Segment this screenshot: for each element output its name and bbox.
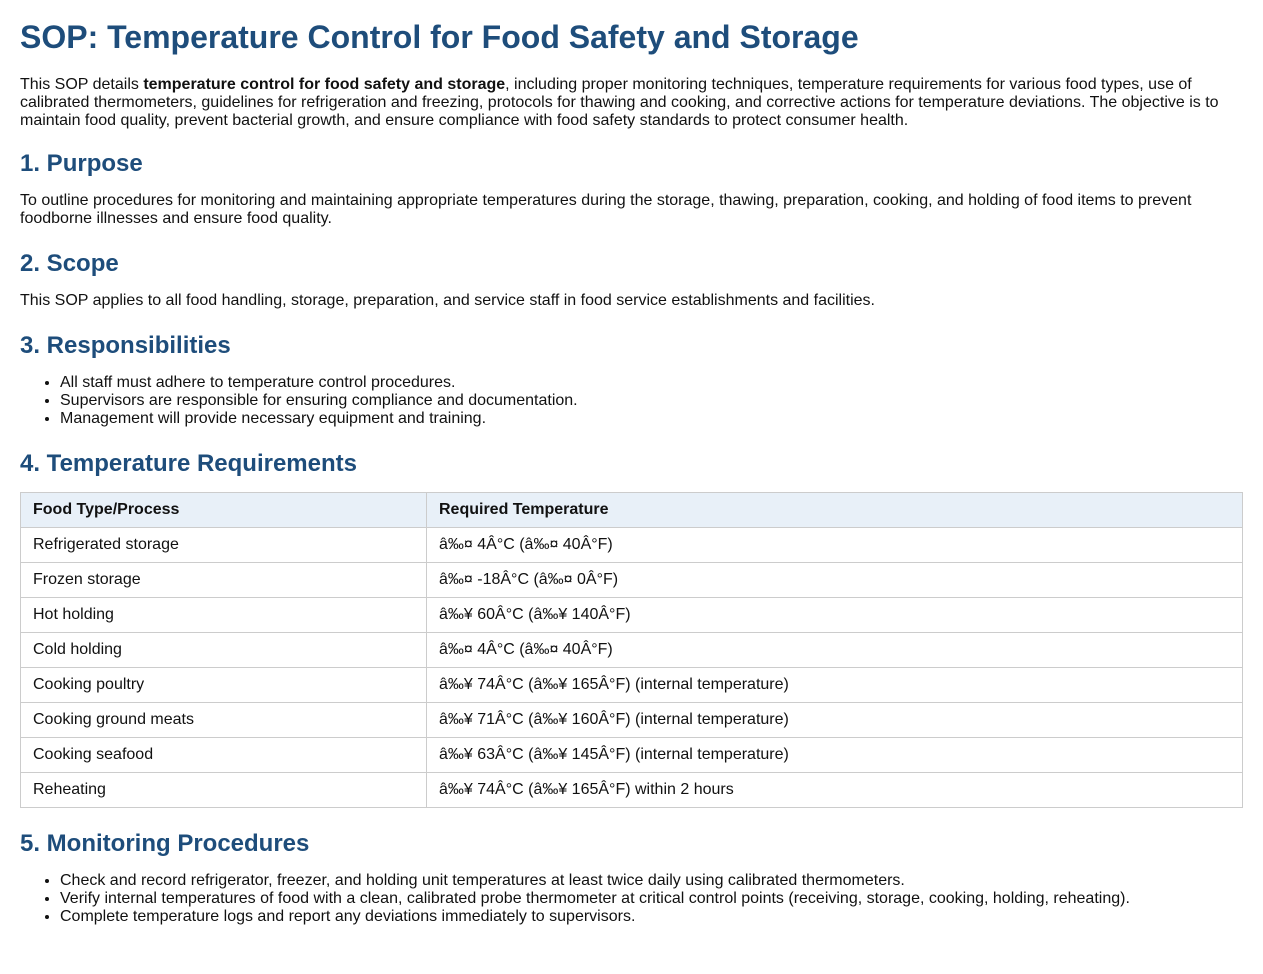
responsibilities-list xyxy=(20,374,1243,428)
section-heading-responsibilities: 3. Responsibilities xyxy=(20,332,231,360)
section-monitoring-procedures xyxy=(20,830,1243,926)
table-row xyxy=(21,738,1243,773)
intro-bold-phrase: temperature control for food safety and storage xyxy=(143,76,506,94)
food-type-cell: Cold holding xyxy=(21,633,427,668)
temperature-cell: â‰¤ 4Â°C (â‰¤ 40Â°F) xyxy=(427,528,1243,563)
section-heading-requirements: 4. Temperature Requirements xyxy=(20,450,357,478)
scope-text: This SOP applies to all food handling, storage, preparation, and service staff in food service establishments and facilities. xyxy=(20,292,875,310)
section-heading-monitoring: 5. Monitoring Procedures xyxy=(20,830,310,858)
section-responsibilities xyxy=(20,332,1243,428)
purpose-text: To outline procedures for monitoring and maintaining appropriate temperatures during the storage, thawing, preparation, cooking, and holding of food items to prevent foodborne illnesses and ensure food quality. xyxy=(20,192,1192,228)
table-row xyxy=(21,528,1243,563)
temperature-cell: â‰¥ 71Â°C (â‰¥ 160Â°F) (internal temperature) xyxy=(427,703,1243,738)
table-row xyxy=(21,773,1243,808)
monitoring-list xyxy=(20,872,1243,926)
food-type-cell: Reheating xyxy=(21,773,427,808)
temperature-cell: â‰¤ -18Â°C (â‰¤ 0Â°F) xyxy=(427,563,1243,598)
intro-text-end: , including proper monitoring techniques, temperature requirements for various food types, use of calibrated thermometers, guidelines for refrigeration and freezing, protocols for thawing and cooking, and corrective actions for temperature deviations. The objective is to maintain food quality, prevent bacterial growth, and ensure compliance with food safety standards to protect consumer health. xyxy=(20,76,1219,130)
list-item: • Management will provide necessary equipment and training. xyxy=(60,410,1243,428)
food-type-cell: Cooking poultry xyxy=(21,668,427,703)
list-item: • Supervisors are responsible for ensuring compliance and documentation. xyxy=(60,392,1243,410)
column-header-food-type: Food Type/Process xyxy=(21,493,427,528)
section-heading-scope: 2. Scope xyxy=(20,250,119,278)
section-heading-purpose: 1. Purpose xyxy=(20,150,143,178)
food-type-cell: Refrigerated storage xyxy=(21,528,427,563)
table-row xyxy=(21,668,1243,703)
food-type-cell: Hot holding xyxy=(21,598,427,633)
list-item: • Complete temperature logs and report any deviations immediately to supervisors. xyxy=(60,908,1243,926)
section-temperature-requirements xyxy=(20,450,1243,808)
intro-text-start: This SOP details xyxy=(20,76,144,94)
page-title: SOP: Temperature Control for Food Safety and Storage xyxy=(20,19,859,55)
intro-paragraph xyxy=(20,76,1243,130)
section-purpose xyxy=(20,150,1243,228)
temperature-table xyxy=(20,492,1243,808)
temperature-cell: â‰¤ 4Â°C (â‰¤ 40Â°F) xyxy=(427,633,1243,668)
food-type-cell: Cooking ground meats xyxy=(21,703,427,738)
list-item: • Check and record refrigerator, freezer, and holding unit temperatures at least twice daily using calibrated thermometers. xyxy=(60,872,1243,890)
list-item: • All staff must adhere to temperature control procedures. xyxy=(60,374,1243,392)
table-row xyxy=(21,703,1243,738)
temperature-cell: â‰¥ 74Â°C (â‰¥ 165Â°F) (internal temperature) xyxy=(427,668,1243,703)
column-header-required-temperature: Required Temperature xyxy=(427,493,1243,528)
table-row xyxy=(21,633,1243,668)
food-type-cell: Frozen storage xyxy=(21,563,427,598)
table-row xyxy=(21,598,1243,633)
temperature-cell: â‰¥ 60Â°C (â‰¥ 140Â°F) xyxy=(427,598,1243,633)
temperature-cell: â‰¥ 63Â°C (â‰¥ 145Â°F) (internal temperature) xyxy=(427,738,1243,773)
table-header-row xyxy=(21,493,1243,528)
temperature-cell: â‰¥ 74Â°C (â‰¥ 165Â°F) within 2 hours xyxy=(427,773,1243,808)
food-type-cell: Cooking seafood xyxy=(21,738,427,773)
list-item: • Verify internal temperatures of food with a clean, calibrated probe thermometer at critical control points (receiving, storage, cooking, holding, reheating). xyxy=(60,890,1243,908)
table-row xyxy=(21,563,1243,598)
section-scope xyxy=(20,250,1243,310)
